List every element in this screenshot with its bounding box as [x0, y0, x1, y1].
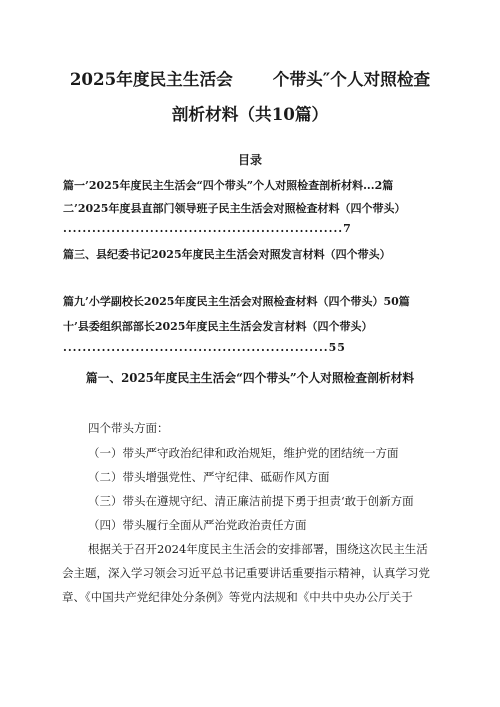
toc-line: 篇三、县纪委书记2025年度民主生活会对照发言材料（四个带头）	[63, 248, 391, 261]
title-part1: 2025年度民主生活会	[69, 69, 233, 89]
document-title-line2: 剖析材料（共10篇）	[171, 104, 329, 124]
section-title: 篇一、2025年度民主生活会“四个带头”个人对照检查剖析材料	[85, 371, 415, 385]
title-part2: 个带头″个人对照检查	[272, 69, 431, 89]
toc-leader-line: .......................................................55	[63, 341, 346, 354]
body-line: （三）带头在遵规守纪、清正廉洁前提下勇于担责‘敢于创新方面	[88, 494, 414, 508]
body-line: （二）带头增强党性、严守纪律、砥砺作风方面	[88, 470, 330, 484]
body-line: 四个带头方面：	[88, 421, 169, 435]
body-line: （四）带头履行全面从严治党政治责任方面	[88, 518, 307, 532]
toc-leader-line: ..........................................................7	[63, 222, 352, 235]
toc-line: 十’县委组织部部长2025年度民主生活会发言材料（四个带头）	[63, 320, 373, 333]
toc-line: 篇九’小学副校长2025年度民主生活会对照检查材料（四个带头）50篇	[63, 295, 410, 308]
body-line: 根据关于召开2024年度民主生活会的安排部署，围绕这次民主生活	[88, 542, 428, 556]
body-line: 会主题，深入学习领会习近平总书记重要讲话重要指示精神，认真学习党	[62, 566, 430, 580]
toc-line: 二’2025年度县直部门领导班子民主生活会对照检查材料（四个带头）	[63, 202, 406, 215]
document-title-line1	[0, 66, 500, 90]
toc-line: 篇一’2025年度民主生活会“四个带头”个人对照检查剖析材料...2篇	[63, 179, 394, 192]
body-line: 章、《中国共产党纪律处分条例》等党内法规和《中共中央办公厅关于	[62, 590, 413, 604]
body-line: （一）带头严守政治纪律和政治规矩，维护党的团结统一方面	[88, 446, 399, 460]
toc-heading: 目录	[237, 153, 262, 167]
